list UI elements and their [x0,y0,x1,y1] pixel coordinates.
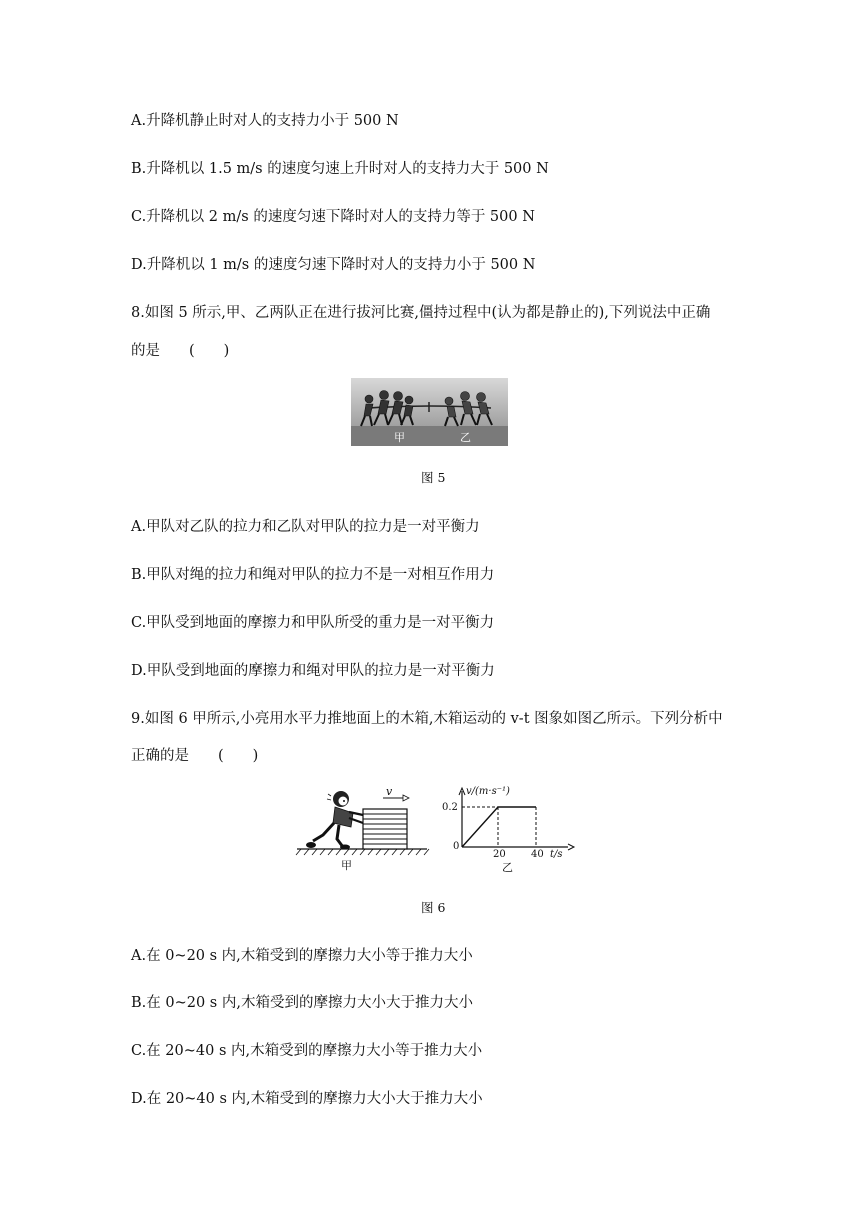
origin-label: 0 [453,841,460,852]
boy-pushing-box-illustration [295,785,430,857]
tug-of-war-illustration [351,378,508,446]
figure-6-caption: 图 6 [421,900,446,915]
x-tick-40: 40 [531,849,544,860]
tug-of-war-figure [351,378,508,446]
q7-option-d: D.升降机以 1 m/s 的速度匀速下降时对人的支持力小于 500 N [131,257,536,273]
q9-option-a: A.在 0~20 s 内,木箱受到的摩擦力大小等于推力大小 [131,948,473,964]
v-t-graph [438,783,578,877]
team-yi-label: 乙 [460,431,471,444]
q7-option-b: B.升降机以 1.5 m/s 的速度匀速上升时对人的支持力大于 500 N [131,161,549,177]
figure-jia-label: 甲 [341,859,352,872]
boy-pushing-box-figure [295,785,430,877]
team-jia-label: 甲 [394,431,405,444]
q8-stem-line2: 的是 ( ) [131,343,230,359]
q8-stem-line1: 8.如图 5 所示,甲、乙两队正在进行拔河比赛,僵持过程中(认为都是静止的),下列说法中正确 [131,305,711,321]
q8-option-d: D.甲队受到地面的摩擦力和绳对甲队的拉力是一对平衡力 [131,663,495,679]
q9-option-c: C.在 20~40 s 内,木箱受到的摩擦力大小等于推力大小 [131,1043,483,1059]
figure-5-caption: 图 5 [421,470,446,485]
q9-option-d: D.在 20~40 s 内,木箱受到的摩擦力大小大于推力大小 [131,1091,483,1107]
t-axis-label: t/s [550,849,563,860]
x-tick-20: 20 [493,849,506,860]
q7-option-a: A.升降机静止时对人的支持力小于 500 N [131,113,399,129]
q8-option-b: B.甲队对绳的拉力和绳对甲队的拉力不是一对相互作用力 [131,567,495,583]
q8-option-a: A.甲队对乙队的拉力和乙队对甲队的拉力是一对平衡力 [131,519,480,535]
q8-option-c: C.甲队受到地面的摩擦力和甲队所受的重力是一对平衡力 [131,615,495,631]
y-tick-label: 0.2 [442,802,458,813]
q9-stem-line2: 正确的是 ( ) [131,748,259,764]
q9-stem-line1: 9.如图 6 甲所示,小亮用水平力推地面上的木箱,木箱运动的 v-t 图象如图乙所示。下列分析中 [131,711,723,727]
v-axis-label: v/(m·s⁻¹) [466,786,510,797]
q7-option-c: C.升降机以 2 m/s 的速度匀速下降时对人的支持力等于 500 N [131,209,535,225]
q9-option-b: B.在 0~20 s 内,木箱受到的摩擦力大小大于推力大小 [131,995,473,1011]
velocity-arrow-label: v [386,785,393,798]
figure-yi-label: 乙 [502,861,513,874]
